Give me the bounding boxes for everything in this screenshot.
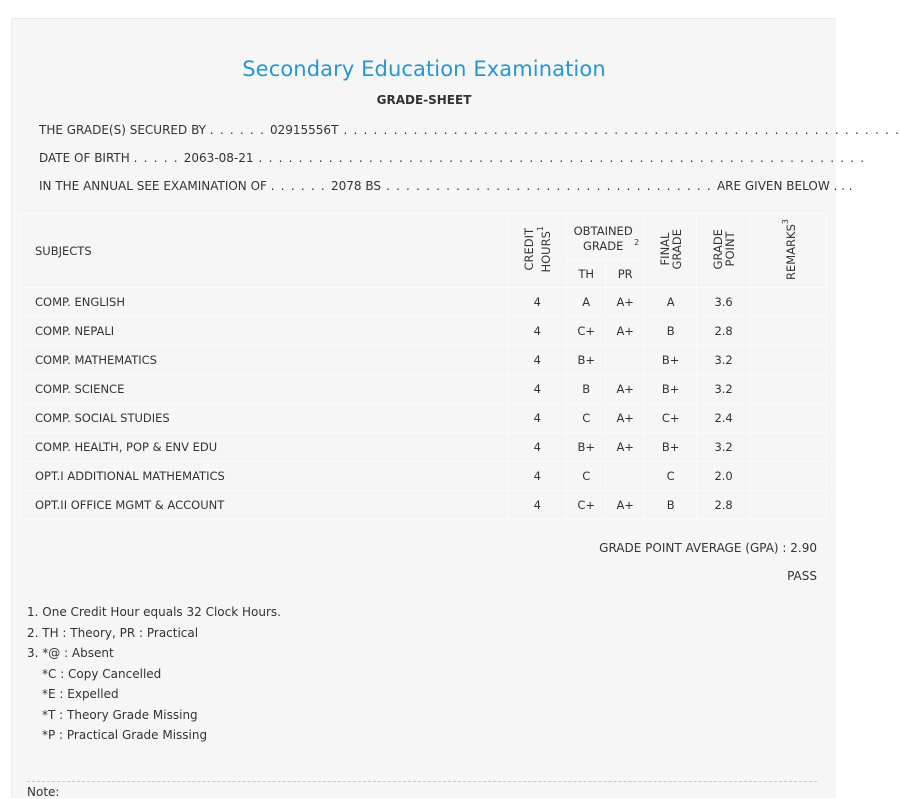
subject-cell: OPT.II OFFICE MGMT & ACCOUNT bbox=[20, 491, 508, 520]
footnote-item: 3. *@ : Absent bbox=[27, 646, 114, 660]
grade-point-cell: 2.8 bbox=[697, 491, 751, 520]
th-grade-cell: C+ bbox=[567, 317, 606, 346]
exam-suffix: ARE GIVEN BELOW . . . bbox=[716, 179, 853, 193]
th-grade-cell: B+ bbox=[567, 346, 606, 375]
footnote-item: 1. One Credit Hour equals 32 Clock Hours. bbox=[27, 605, 281, 619]
table-row bbox=[20, 462, 827, 491]
header-grade-point: GRADE POINT bbox=[697, 214, 751, 288]
credit-cell: 4 bbox=[508, 433, 567, 462]
grade-table bbox=[19, 213, 827, 520]
subject-cell: COMP. SOCIAL STUDIES bbox=[20, 404, 508, 433]
exam-value: 2078 BS bbox=[330, 179, 381, 193]
credit-cell: 4 bbox=[508, 346, 567, 375]
th-grade-cell: B bbox=[567, 375, 606, 404]
footnotes bbox=[27, 602, 281, 746]
pr-grade-cell: A+ bbox=[606, 491, 645, 520]
remarks-cell bbox=[751, 491, 827, 520]
exam-label: IN THE ANNUAL SEE EXAMINATION OF bbox=[39, 179, 267, 193]
final-grade-cell: B+ bbox=[645, 433, 697, 462]
pr-grade-cell: A+ bbox=[606, 404, 645, 433]
remarks-cell bbox=[751, 433, 827, 462]
grade-point-cell: 3.2 bbox=[697, 346, 751, 375]
divider bbox=[27, 781, 817, 782]
secured-by-value: 02915556T bbox=[269, 123, 339, 137]
table-row bbox=[20, 375, 827, 404]
final-grade-cell: C+ bbox=[645, 404, 697, 433]
table-row bbox=[20, 317, 827, 346]
result-status: PASS bbox=[787, 569, 817, 583]
page-subtitle: GRADE-SHEET bbox=[376, 93, 472, 107]
pr-grade-cell: A+ bbox=[606, 288, 645, 317]
final-grade-cell: B bbox=[645, 491, 697, 520]
th-grade-cell: C bbox=[567, 462, 606, 491]
header-pr: PR bbox=[606, 260, 645, 288]
remarks-cell bbox=[751, 346, 827, 375]
credit-cell: 4 bbox=[508, 462, 567, 491]
note-label: Note: bbox=[27, 785, 60, 799]
info-exam: IN THE ANNUAL SEE EXAMINATION OF . . . . . . 2078 BS . . . . . . . . . . . . . . . . . . . . . . . . . . . . . . . . . ARE GIVEN BELOW . . . bbox=[39, 179, 853, 193]
pr-grade-cell: A+ bbox=[606, 375, 645, 404]
grade-point-cell: 3.6 bbox=[697, 288, 751, 317]
th-grade-cell: C bbox=[567, 404, 606, 433]
header-th: TH bbox=[567, 260, 606, 288]
final-grade-cell: C bbox=[645, 462, 697, 491]
credit-cell: 4 bbox=[508, 375, 567, 404]
grade-point-cell: 2.0 bbox=[697, 462, 751, 491]
final-grade-cell: A bbox=[645, 288, 697, 317]
dob-value: 2063-08-21 bbox=[183, 151, 254, 165]
pr-grade-cell bbox=[606, 346, 645, 375]
pr-grade-cell: A+ bbox=[606, 433, 645, 462]
remarks-cell bbox=[751, 404, 827, 433]
subject-cell: OPT.I ADDITIONAL MATHEMATICS bbox=[20, 462, 508, 491]
subject-cell: COMP. NEPALI bbox=[20, 317, 508, 346]
subject-cell: COMP. HEALTH, POP & ENV EDU bbox=[20, 433, 508, 462]
subject-cell: COMP. SCIENCE bbox=[20, 375, 508, 404]
final-grade-cell: B+ bbox=[645, 346, 697, 375]
th-grade-cell: A bbox=[567, 288, 606, 317]
page-title: Secondary Education Examination bbox=[242, 57, 606, 81]
credit-cell: 4 bbox=[508, 404, 567, 433]
header-subjects: SUBJECTS bbox=[20, 214, 508, 288]
table-header-row bbox=[20, 214, 827, 260]
table-row bbox=[20, 288, 827, 317]
info-dob: DATE OF BIRTH . . . . . 2063-08-21 . . . . . . . . . . . . . . . . . . . . . . . . . . . . . . . . . . . . . . . . . . . . . . . . . . . . . . . . . . . . . bbox=[39, 151, 866, 165]
credit-cell: 4 bbox=[508, 317, 567, 346]
info-secured-by: THE GRADE(S) SECURED BY . . . . . . 02915556T . . . . . . . . . . . . . . . . . . . . . . . . . . . . . . . . . . . . . . . . . . . . . . . . . . . . . . . . bbox=[39, 123, 900, 137]
grade-point-cell: 2.4 bbox=[697, 404, 751, 433]
subject-cell: COMP. MATHEMATICS bbox=[20, 346, 508, 375]
pr-grade-cell bbox=[606, 462, 645, 491]
header-remarks: REMARKS$^3$ bbox=[751, 214, 827, 288]
th-grade-cell: C+ bbox=[567, 491, 606, 520]
grade-point-cell: 2.8 bbox=[697, 317, 751, 346]
table-row bbox=[20, 404, 827, 433]
footnote-item: *P : Practical Grade Missing bbox=[42, 728, 208, 742]
header-final-grade: FINAL GRADE bbox=[645, 214, 697, 288]
table-row bbox=[20, 433, 827, 462]
footnote-item: *E : Expelled bbox=[42, 687, 119, 701]
credit-cell: 4 bbox=[508, 491, 567, 520]
table-row bbox=[20, 491, 827, 520]
grade-point-cell: 3.2 bbox=[697, 433, 751, 462]
footnote-item: *T : Theory Grade Missing bbox=[42, 707, 198, 722]
remarks-cell bbox=[751, 375, 827, 404]
remarks-cell bbox=[751, 288, 827, 317]
remarks-cell bbox=[751, 462, 827, 491]
table-row bbox=[20, 346, 827, 375]
subject-cell: COMP. ENGLISH bbox=[20, 288, 508, 317]
header-obtained-grade: OBTAINED GRADE $^2$ bbox=[567, 214, 645, 260]
remarks-cell bbox=[751, 317, 827, 346]
secured-by-label: THE GRADE(S) SECURED BY bbox=[39, 123, 206, 137]
grade-sheet-panel bbox=[11, 18, 900, 799]
credit-cell: 4 bbox=[508, 288, 567, 317]
footnote-item: *C : Copy Cancelled bbox=[42, 666, 162, 681]
header-credit-hours: CREDIT HOURS$^1$ bbox=[508, 214, 567, 288]
final-grade-cell: B bbox=[645, 317, 697, 346]
grade-point-cell: 3.2 bbox=[697, 375, 751, 404]
footnote-item: 2. TH : Theory, PR : Practical bbox=[27, 625, 199, 640]
dob-label: DATE OF BIRTH bbox=[39, 151, 130, 165]
final-grade-cell: B+ bbox=[645, 375, 697, 404]
pr-grade-cell: A+ bbox=[606, 317, 645, 346]
th-grade-cell: B+ bbox=[567, 433, 606, 462]
gpa-summary: GRADE POINT AVERAGE (GPA) : 2.90 bbox=[599, 541, 817, 555]
